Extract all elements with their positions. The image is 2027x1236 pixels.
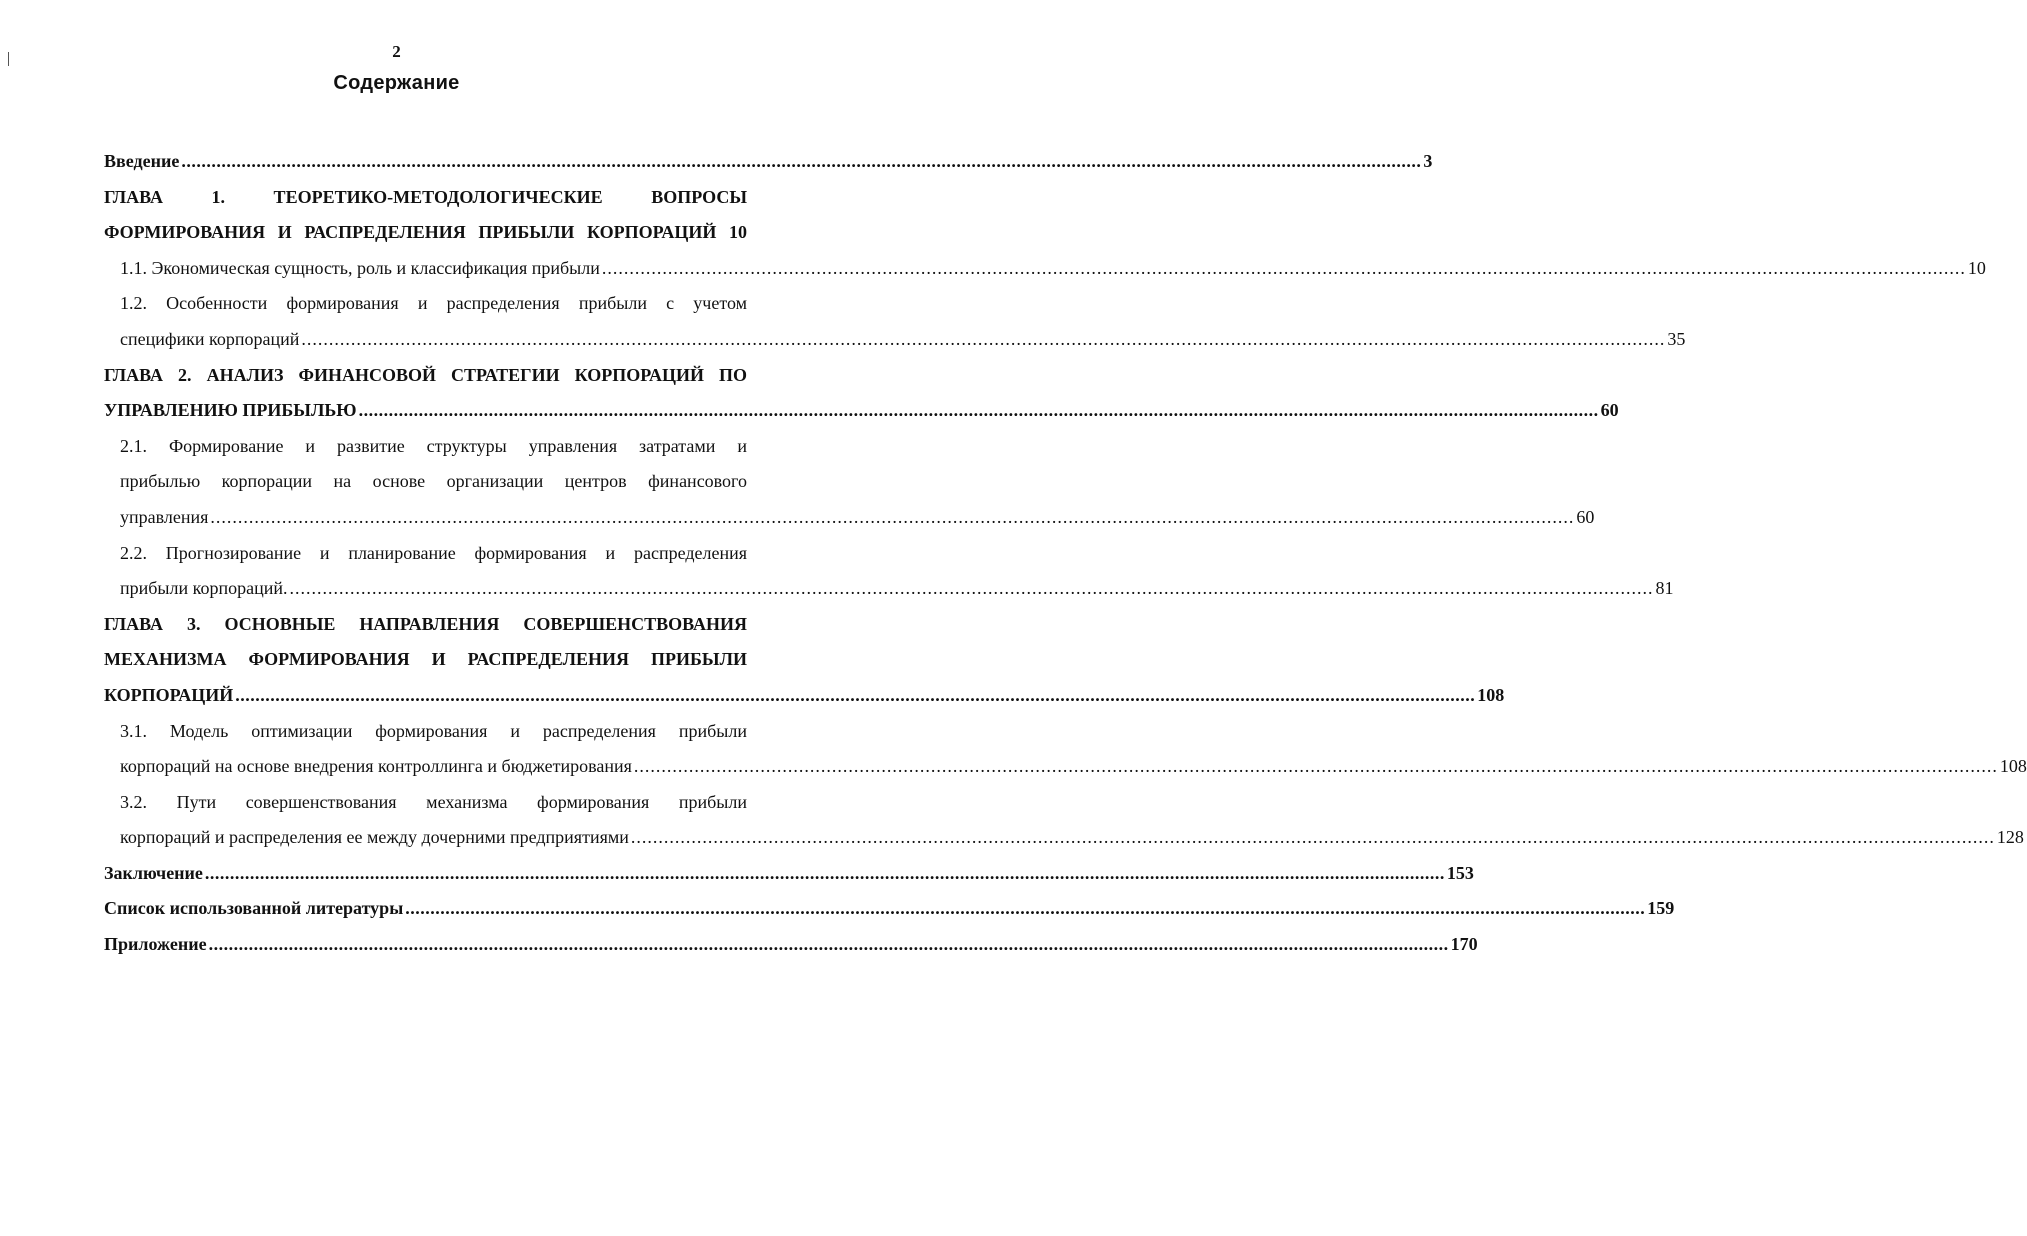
toc-entry-chapter-3[interactable] — [104, 607, 1505, 714]
toc-entry-line: ФОРМИРОВАНИЯ И РАСПРЕДЕЛЕНИЯ ПРИБЫЛИ КОРПОРАЦИЙ 10 — [104, 222, 747, 243]
dot-leader: ........................................................................................................................................................................................................................................................ — [601, 257, 1966, 278]
dot-leader: ........................................................................................................................................................................................................................................................ — [301, 328, 1666, 349]
toc-entry-label: КОРПОРАЦИЙ — [104, 684, 234, 705]
dot-leader: ........................................................................................................................................................................................................................................................ — [358, 400, 1599, 421]
toc-page-number: 60 — [1600, 400, 1619, 421]
toc-page-number: 10 — [1967, 257, 1986, 278]
toc-entry-label: прибыли корпораций. — [120, 578, 288, 599]
toc-entry-introduction[interactable] — [104, 144, 1433, 180]
toc-page-number: 60 — [1576, 506, 1595, 527]
toc-page-number: 153 — [1446, 862, 1474, 883]
toc-entry-label: Список использованной литературы — [104, 898, 404, 919]
toc-page-number: 128 — [1996, 827, 2024, 848]
toc-entry-label: Введение — [104, 151, 180, 171]
toc-entry-line: МЕХАНИЗМА ФОРМИРОВАНИЯ И РАСПРЕДЕЛЕНИЯ ПРИБЫЛИ — [104, 649, 747, 670]
toc-entry-label: УПРАВЛЕНИЮ ПРИБЫЛЬЮ — [104, 400, 357, 421]
dot-leader: ........................................................................................................................................................................................................................................................ — [405, 898, 1646, 919]
toc-entry-section-2-2[interactable] — [104, 536, 1674, 607]
toc-page-number: 81 — [1655, 578, 1674, 599]
toc-entry-label: 1.1. Экономическая сущность, роль и классификация прибыли — [120, 257, 600, 278]
toc-entry-chapter-1[interactable] — [104, 180, 747, 251]
toc-entry-appendix[interactable] — [104, 927, 1478, 963]
toc-entry-literature[interactable] — [104, 891, 1675, 927]
toc-entry-label: корпораций на основе внедрения контроллинга и бюджетирования — [120, 756, 632, 777]
toc-entry-chapter-2[interactable] — [104, 358, 1619, 429]
toc-entry-line: ГЛАВА 1. ТЕОРЕТИКО-МЕТОДОЛОГИЧЕСКИЕ ВОПРОСЫ — [104, 186, 747, 207]
dot-leader: ........................................................................................................................................................................................................................................................ — [208, 934, 1449, 955]
page-number: 2 — [392, 42, 401, 61]
toc-page-number: 3 — [1423, 151, 1433, 171]
toc-entry-section-3-2[interactable] — [104, 785, 2024, 856]
toc-entry-line: ГЛАВА 3. ОСНОВНЫЕ НАПРАВЛЕНИЯ СОВЕРШЕНСТВОВАНИЯ — [104, 613, 747, 634]
toc-page-number: 35 — [1667, 328, 1686, 349]
toc-entry-section-1-2[interactable] — [104, 286, 1686, 357]
toc-entry-line: прибылью корпорации на основе организации центров финансового — [120, 471, 747, 492]
toc-entry-line: ГЛАВА 2. АНАЛИЗ ФИНАНСОВОЙ СТРАТЕГИИ КОРПОРАЦИЙ ПО — [104, 364, 747, 385]
toc-entry-section-3-1[interactable] — [104, 714, 2027, 785]
dot-leader: ........................................................................................................................................................................................................................................................ — [633, 756, 1998, 777]
toc-page-number: 159 — [1647, 898, 1675, 919]
dot-leader: ........................................................................................................................................................................................................................................................ — [181, 151, 1422, 171]
toc-entry-line: 3.1. Модель оптимизации формирования и распределения прибыли — [120, 720, 747, 741]
toc-entry-label: Заключение — [104, 862, 203, 883]
toc-entry-label: корпораций и распределения ее между дочерними предприятиями — [120, 827, 629, 848]
toc-entry-line: 3.2. Пути совершенствования механизма формирования прибыли — [120, 791, 747, 812]
toc-entry-conclusion[interactable] — [104, 856, 1474, 892]
page-title: Содержание — [333, 72, 460, 94]
toc-entry-section-1-1[interactable] — [104, 251, 1986, 287]
toc-entry-section-2-1[interactable] — [104, 429, 1595, 536]
toc-entry-label: специфики корпораций — [120, 328, 300, 349]
toc-entry-line: 2.2. Прогнозирование и планирование формирования и распределения — [120, 542, 747, 563]
dot-leader: ........................................................................................................................................................................................................................................................ — [630, 827, 1995, 848]
dot-leader: ........................................................................................................................................................................................................................................................ — [289, 578, 1654, 599]
dot-leader: ........................................................................................................................................................................................................................................................ — [235, 684, 1476, 705]
dot-leader: ........................................................................................................................................................................................................................................................ — [210, 506, 1575, 527]
dot-leader: ........................................................................................................................................................................................................................................................ — [204, 862, 1445, 883]
toc-entry-label: управления — [120, 506, 209, 527]
toc-entry-line: 2.1. Формирование и развитие структуры управления затратами и — [120, 435, 747, 456]
toc-page-number: 108 — [1477, 684, 1505, 705]
table-of-contents — [104, 144, 2027, 963]
toc-page-number: 108 — [1999, 756, 2027, 777]
toc-entry-line: 1.2. Особенности формирования и распределения прибыли с учетом — [120, 293, 747, 314]
toc-page-number: 170 — [1450, 934, 1478, 955]
toc-entry-label: Приложение — [104, 934, 207, 955]
